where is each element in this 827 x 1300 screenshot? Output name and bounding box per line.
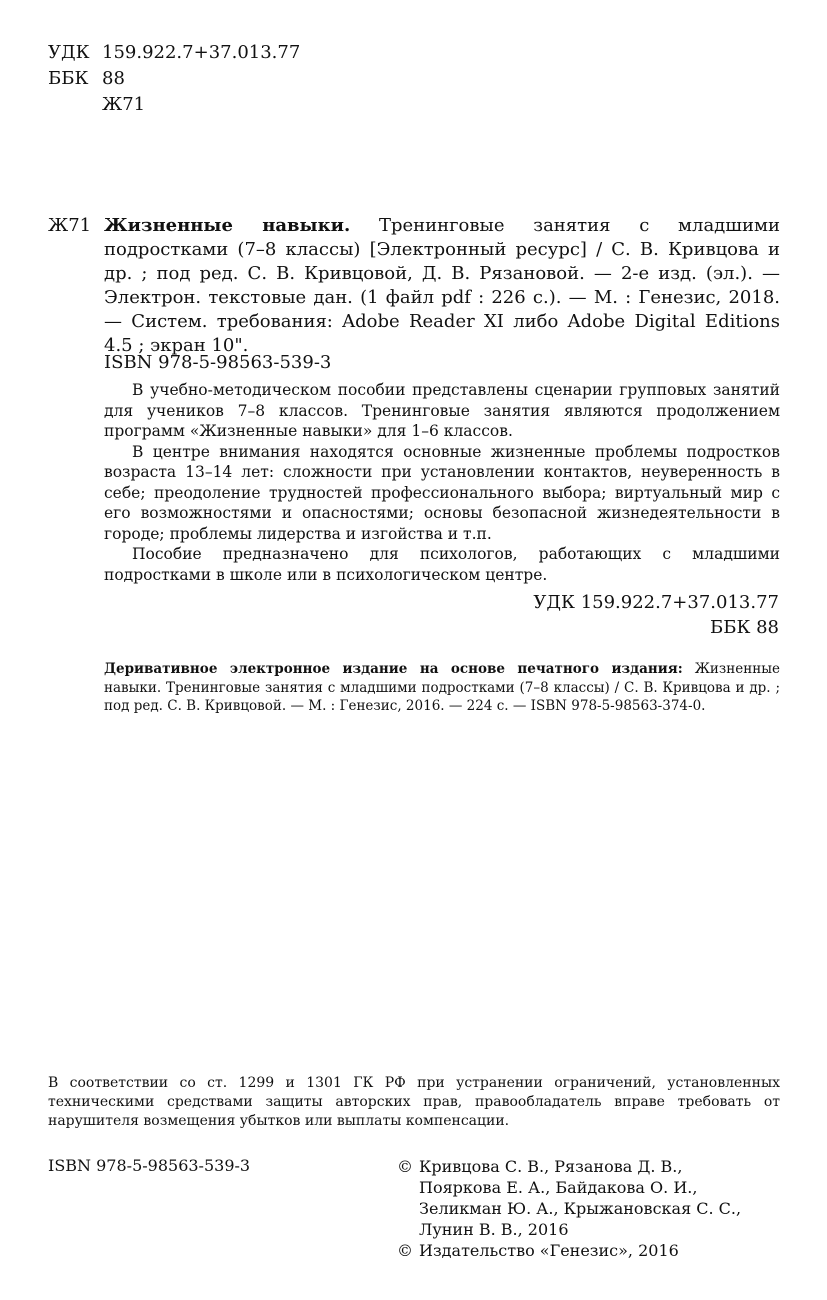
entry-title: Жизненные навыки. [104, 215, 351, 236]
udk-row [48, 40, 300, 66]
annotation [104, 380, 780, 585]
entry-isbn: ISBN 978-5-98563-539-3 [104, 352, 332, 373]
bbk-right: ББК 88 [709, 617, 779, 638]
derivative-text: Жизненные навыки. Тренинговые занятия с младшими подростками (7–8 классы) / С. В. Кривцова и др. ; под ред. С. В. Кривцовой. — М. : Генезис, 2016. — 224 с. — ISBN 978-5-98563-374-0. [104, 661, 780, 714]
copyright-author-line: Лунин В. В., 2016 [419, 1220, 569, 1239]
annotation-paragraph: В центре внимания находятся основные жизненные проблемы подростков возраста 13–14 лет: сложности при установлении контактов, неуверенность в себе; преодоление трудностей профессионального выбора; виртуальный мир с его возможностями и опасностями; основы безопасной жизнедеятельности в городе; проблемы лидерства и изгойства и т.п. [104, 442, 780, 543]
copyright-author-line: Кривцова С. В., Рязанова Д. В., [419, 1157, 683, 1176]
udk-right: УДК 159.922.7+37.013.77 [533, 592, 779, 613]
annotation-paragraph: В учебно-методическом пособии представлены сценарии групповых занятий для учеников 7–8 классов. Тренинговые занятия являются продолжением программ «Жизненные навыки» для 1–6 классов. [104, 381, 780, 440]
copyright-publisher [397, 1240, 787, 1261]
udk-label: УДК [48, 42, 90, 63]
derivative-lead: Деривативное электронное издание на основе печатного издания: [104, 661, 683, 677]
copyright-authors-first [397, 1156, 787, 1177]
entry-description: Тренинговые занятия с младшими подростками (7–8 классы) [Электронный ресурс] / С. В. Кривцова и др. ; под ред. С. В. Кривцовой, Д. В. Рязановой. — 2-е изд. (эл.). — Электрон. текстовые дан. (1 файл pdf : 226 с.). — М. : Генезис, 2018. — Систем. требования: Adobe Reader XI либо Adobe Digital Editions 4.5 ; экран 10". [104, 215, 780, 356]
copyright-symbol: © [397, 1157, 413, 1176]
bbk-row [48, 66, 300, 92]
footer-isbn: ISBN 978-5-98563-539-3 [48, 1156, 251, 1175]
bibliographic-entry [48, 214, 780, 358]
copyright-symbol: © [397, 1241, 413, 1260]
derivative-note [104, 660, 780, 716]
copyright-author-line: Пояркова Е. А., Байдакова О. И., [419, 1178, 698, 1197]
entry-body [104, 214, 780, 358]
udk-value: 159.922.7+37.013.77 [102, 42, 301, 63]
copyright-author-line: Зеликман Ю. А., Крыжановская С. С., [419, 1199, 742, 1218]
annotation-paragraph: Пособие предназначено для психологов, работающих с младшими подростками в школе или в психологическом центре. [104, 545, 780, 584]
classification-codes [48, 40, 300, 118]
entry-author-mark: Ж71 [48, 215, 92, 236]
publisher-name: Издательство «Генезис», 2016 [419, 1241, 679, 1260]
author-mark: Ж71 [102, 94, 146, 115]
bbk-value: 88 [102, 68, 125, 89]
copyright-block [397, 1156, 787, 1261]
bbk-label: ББК [48, 68, 89, 89]
legal-notice: В соответствии со ст. 1299 и 1301 ГК РФ при устранении ограничений, установленных техническими средствами защиты авторских прав, правообладатель вправе требовать от нарушителя возмещения убытков или выплаты компенсации. [48, 1075, 780, 1129]
codes-right [533, 590, 779, 640]
